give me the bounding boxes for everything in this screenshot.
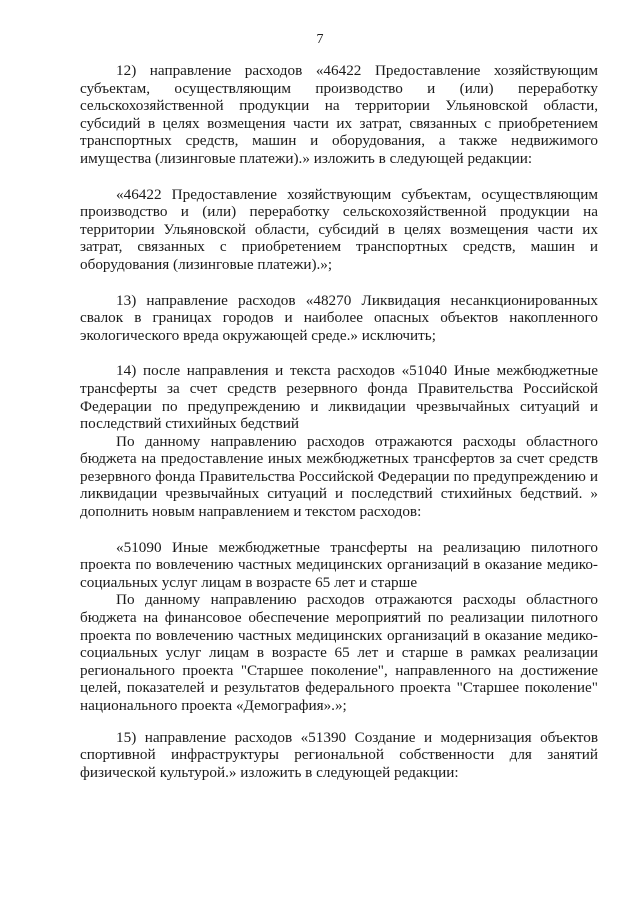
paragraph-item-12: 12) направление расходов «46422 Предоставление хозяйствующим субъектам, осуществляющим производство и (или) переработку сельскохозяйственной продукции на территории Ульяновской области, субсидий в целях возмещения части их затрат, связанных с приобретением транспортных средств, машин и оборудования, а также недвижимого имущества (лизинговые платежи).» изложить в следующей редакции:: [80, 62, 598, 167]
paragraph-quote-46422: «46422 Предоставление хозяйствующим субъектам, осуществляющим производство и (или) переработку сельскохозяйственной продукции на территории Ульяновской области, субсидий в целях возмещения части их затрат, связанных с приобретением транспортных средств, машин и оборудования (лизинговые платежи).»;: [80, 185, 598, 273]
paragraph-51090-description: По данному направлению расходов отражаются расходы областного бюджета на финансовое обеспечение мероприятий по реализации пилотного проекта по вовлечению частных медицинских организаций в оказание медико-социальных услуг лицам в возрасте 65 лет и старше в рамках реализации регионального проекта "Старшее поколение", направленного на достижение целей, показателей и результатов федерального проекта "Старшее поколение" национального проекта «Демография».»;: [80, 591, 598, 714]
document-body: [80, 62, 598, 781]
page-number: 7: [316, 32, 324, 47]
paragraph-item-15: 15) направление расходов «51390 Создание и модернизация объектов спортивной инфраструктуры региональной собственности для занятий физической культурой.» изложить в следующей редакции:: [80, 728, 598, 781]
paragraph-item-14-description: По данному направлению расходов отражаются расходы областного бюджета на предоставление иных межбюджетных трансфертов за счет средств резервного фонда Правительства Российской Федерации по предупреждению и ликвидации чрезвычайных ситуаций и последствий стихийных бедствий. » дополнить новым направлением и текстом расходов:: [80, 432, 598, 521]
paragraph-item-14: 14) после направления и текста расходов «51040 Иные межбюджетные трансферты за счет средств резервного фонда Правительства Российской Федерации по предупреждению и ликвидации чрезвычайных ситуаций и последствий стихийных бедствий: [80, 362, 598, 433]
paragraph-item-13: 13) направление расходов «48270 Ликвидация несанкционированных свалок в границах городов и наиболее опасных объектов накопленного экологического вреда окружающей среде.» исключить;: [80, 291, 598, 344]
paragraph-quote-51090: «51090 Иные межбюджетные трансферты на реализацию пилотного проекта по вовлечению частных медицинских организаций в оказание медико-социальных услуг лицам в возрасте 65 лет и старше: [80, 538, 598, 591]
